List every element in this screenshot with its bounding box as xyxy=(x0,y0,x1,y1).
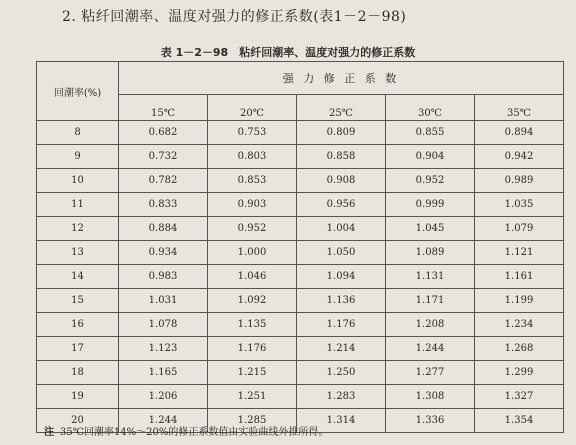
coefficient-cell: 1.171 xyxy=(386,289,475,313)
table-note xyxy=(44,423,328,438)
coefficient-cell: 0.908 xyxy=(297,169,386,193)
coefficient-cell: 1.092 xyxy=(208,289,297,313)
coefficient-cell: 1.131 xyxy=(386,265,475,289)
coefficient-cell: 1.094 xyxy=(297,265,386,289)
moisture-regain-cell: 18 xyxy=(37,361,119,385)
coefficient-cell: 0.855 xyxy=(386,121,475,145)
temperature-column-header: 35℃ xyxy=(475,95,564,121)
coefficient-cell: 0.956 xyxy=(297,193,386,217)
coefficient-cell: 1.050 xyxy=(297,241,386,265)
note-label: 注 xyxy=(44,427,54,438)
coefficient-cell: 0.952 xyxy=(386,169,475,193)
table-row xyxy=(37,193,564,217)
coefficient-cell: 0.833 xyxy=(119,193,208,217)
coefficient-cell: 0.999 xyxy=(386,193,475,217)
coefficient-cell: 1.079 xyxy=(475,217,564,241)
coefficient-cell: 0.904 xyxy=(386,145,475,169)
coefficient-cell: 1.176 xyxy=(208,337,297,361)
moisture-regain-cell: 11 xyxy=(37,193,119,217)
correction-coefficient-table xyxy=(36,61,564,433)
table-row xyxy=(37,337,564,361)
section-title: 2. 粘纤回潮率、温度对强力的修正系数(表1－2－98) xyxy=(62,9,407,25)
moisture-regain-cell: 20 xyxy=(37,409,119,433)
coefficient-cell: 0.983 xyxy=(119,265,208,289)
coefficient-cell: 0.989 xyxy=(475,169,564,193)
coefficient-cell: 1.268 xyxy=(475,337,564,361)
coefficient-cell: 1.199 xyxy=(475,289,564,313)
coefficient-cell: 1.283 xyxy=(297,385,386,409)
coefficient-cell: 0.894 xyxy=(475,121,564,145)
table-row xyxy=(37,145,564,169)
table-row xyxy=(37,289,564,313)
coefficient-cell: 1.089 xyxy=(386,241,475,265)
coefficient-cell: 1.045 xyxy=(386,217,475,241)
coefficient-cell: 1.165 xyxy=(119,361,208,385)
coefficient-cell: 1.234 xyxy=(475,313,564,337)
coefficient-cell: 0.853 xyxy=(208,169,297,193)
moisture-regain-cell: 10 xyxy=(37,169,119,193)
coefficient-cell: 0.682 xyxy=(119,121,208,145)
coefficient-cell: 0.952 xyxy=(208,217,297,241)
table-row xyxy=(37,313,564,337)
table-row xyxy=(37,217,564,241)
table-body xyxy=(37,121,564,433)
coefficient-cell: 1.206 xyxy=(119,385,208,409)
coefficient-cell: 1.314 xyxy=(297,409,386,433)
coefficient-cell: 0.732 xyxy=(119,145,208,169)
moisture-regain-cell: 17 xyxy=(37,337,119,361)
temperature-column-header: 15℃ xyxy=(119,95,208,121)
temperature-column-header: 20℃ xyxy=(208,95,297,121)
coefficient-cell: 0.803 xyxy=(208,145,297,169)
table-header-row xyxy=(37,62,564,95)
temperature-column-header: 25℃ xyxy=(297,95,386,121)
table-row xyxy=(37,385,564,409)
coefficient-cell: 1.135 xyxy=(208,313,297,337)
coefficient-cell: 0.903 xyxy=(208,193,297,217)
table-row xyxy=(37,265,564,289)
moisture-regain-cell: 9 xyxy=(37,145,119,169)
coefficient-cell: 1.161 xyxy=(475,265,564,289)
coefficient-cell: 1.123 xyxy=(119,337,208,361)
coefficient-cell: 1.250 xyxy=(297,361,386,385)
coefficient-cell: 1.214 xyxy=(297,337,386,361)
coefficient-cell: 0.858 xyxy=(297,145,386,169)
coefficient-cell: 1.031 xyxy=(119,289,208,313)
coefficient-cell: 1.308 xyxy=(386,385,475,409)
moisture-regain-cell: 8 xyxy=(37,121,119,145)
table-row xyxy=(37,241,564,265)
table-row xyxy=(37,121,564,145)
coefficient-cell: 1.004 xyxy=(297,217,386,241)
coefficient-cell: 1.244 xyxy=(386,337,475,361)
strength-coefficient-header: 强 力 修 正 系 数 xyxy=(119,62,564,95)
coefficient-cell: 1.336 xyxy=(386,409,475,433)
coefficient-cell: 0.942 xyxy=(475,145,564,169)
coefficient-cell: 0.809 xyxy=(297,121,386,145)
note-text: 35℃回潮率14%～20%的修正系数值由实验曲线外推所得。 xyxy=(60,427,329,438)
coefficient-cell: 1.251 xyxy=(208,385,297,409)
coefficient-cell: 1.035 xyxy=(475,193,564,217)
coefficient-cell: 1.046 xyxy=(208,265,297,289)
coefficient-cell: 0.934 xyxy=(119,241,208,265)
coefficient-cell: 1.244 xyxy=(119,409,208,433)
table-caption: 表 1－2－98 粘纤回潮率、温度对强力的修正系数 xyxy=(160,46,416,59)
coefficient-cell: 1.121 xyxy=(475,241,564,265)
moisture-regain-cell: 19 xyxy=(37,385,119,409)
moisture-regain-cell: 13 xyxy=(37,241,119,265)
coefficient-cell: 1.078 xyxy=(119,313,208,337)
moisture-regain-cell: 12 xyxy=(37,217,119,241)
coefficient-cell: 0.782 xyxy=(119,169,208,193)
coefficient-cell: 1.136 xyxy=(297,289,386,313)
coefficient-cell: 0.884 xyxy=(119,217,208,241)
moisture-regain-cell: 14 xyxy=(37,265,119,289)
table-row xyxy=(37,169,564,193)
coefficient-cell: 1.208 xyxy=(386,313,475,337)
table-row xyxy=(37,361,564,385)
coefficient-cell: 1.277 xyxy=(386,361,475,385)
moisture-regain-cell: 16 xyxy=(37,313,119,337)
coefficient-cell: 1.299 xyxy=(475,361,564,385)
coefficient-cell: 0.753 xyxy=(208,121,297,145)
coefficient-cell: 1.000 xyxy=(208,241,297,265)
temperature-column-header: 30℃ xyxy=(386,95,475,121)
coefficient-cell: 1.215 xyxy=(208,361,297,385)
coefficient-cell: 1.354 xyxy=(475,409,564,433)
moisture-regain-header: 回潮率(%) xyxy=(37,62,119,121)
coefficient-cell: 1.176 xyxy=(297,313,386,337)
coefficient-cell: 1.327 xyxy=(475,385,564,409)
coefficient-cell: 1.285 xyxy=(208,409,297,433)
moisture-regain-cell: 15 xyxy=(37,289,119,313)
